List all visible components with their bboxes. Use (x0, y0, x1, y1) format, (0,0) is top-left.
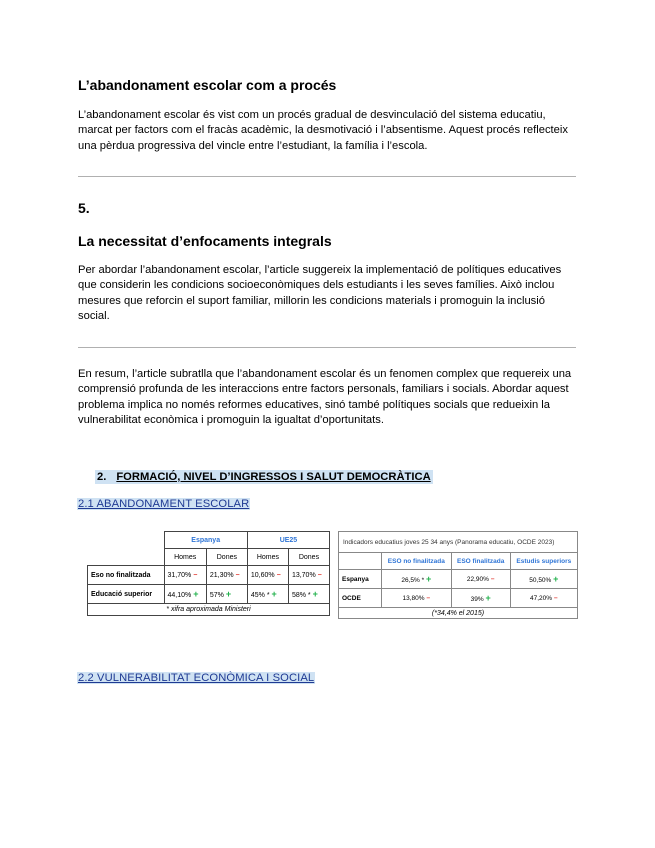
table-row-label: Espanya (339, 570, 382, 589)
table-cell: 21,30% − (206, 566, 247, 585)
table-cell: 58% * + (288, 585, 329, 604)
table-cell: 39% + (451, 589, 510, 608)
plus-icon: + (553, 574, 559, 584)
table-group-header: Espanya (164, 532, 247, 549)
minus-icon: − (553, 594, 558, 602)
plus-icon: + (225, 589, 232, 599)
table-cell: 31,70% − (164, 566, 206, 585)
table-row-label: Educació superior (88, 585, 165, 604)
table-cell: 13,70% − (288, 566, 329, 585)
table-cell: 10,60% − (247, 566, 288, 585)
table-subheader: Dones (288, 549, 329, 566)
section-heading: La necessitat d’enfocaments integrals (78, 233, 332, 249)
plus-icon: + (271, 589, 277, 599)
table-cell: 13,80% − (382, 589, 452, 608)
table-cell: 45% * + (247, 585, 288, 604)
section-number: 5. (78, 200, 90, 216)
plus-icon: + (193, 589, 199, 599)
section-paragraph: Per abordar l’abandonament escolar, l’article suggereix la implementació de polítiques educatives que considerin les condicions socioeconòmiques dels estudiants i les seves famílies. Això inclou mesures que reforcin el suport familiar, millorin les condicions materials i promoguin la inclusió social. (78, 264, 562, 323)
minus-icon: − (426, 594, 431, 602)
table-cell: 22,90% − (451, 570, 510, 589)
table-footnote: * xifra aproximada Ministeri (88, 604, 330, 616)
chapter-heading (95, 470, 433, 484)
subsection-heading: 2.1 ABANDONAMENT ESCOLAR (78, 498, 250, 510)
table-group-header: UE25 (247, 532, 329, 549)
plus-icon: + (312, 589, 318, 599)
plus-icon: + (485, 593, 491, 603)
minus-icon: − (193, 571, 198, 579)
table-title: Indicadors educatius joves 25 34 anys (Panorama educatiu, OCDE 2023) (339, 532, 578, 553)
divider (78, 176, 576, 177)
table-cell: 50,50% + (510, 570, 577, 589)
minus-icon: − (276, 571, 281, 579)
subsection-heading: 2.2 VULNERABILITAT ECONÒMICA I SOCIAL (78, 672, 315, 684)
minus-icon: − (317, 571, 322, 579)
table-row-label: OCDE (339, 589, 382, 608)
table-cell: 57% + (206, 585, 247, 604)
table-cell: 26,5% * + (382, 570, 452, 589)
table-footnote: (*34,4% el 2015) (339, 608, 578, 619)
oecd-indicators-table (338, 531, 578, 619)
chapter-title: FORMACIÓ, NIVEL D’INGRESSOS I SALUT DEMOCRÀTICA (116, 471, 431, 483)
table-header: ESO finalitzada (451, 553, 510, 570)
table-cell: 47,20% − (510, 589, 577, 608)
minus-icon: − (235, 571, 240, 579)
table-header: Estudis superiors (510, 553, 577, 570)
table-cell: 44,10% + (164, 585, 206, 604)
section-paragraph: L’abandonament escolar és vist com un procés gradual de desvinculació del sistema educatiu, marcat per factors com el fracàs acadèmic, la desmotivació i l’absentisme. Aquest procés reflecteix una pèrdua progressiva del vincle entre l’estudiant, la família i l’escola. (78, 109, 568, 152)
table-row-label: Eso no finalitzada (88, 566, 165, 585)
table-subheader: Homes (164, 549, 206, 566)
plus-icon: + (425, 574, 432, 584)
dropout-table-spain-eu (87, 531, 330, 616)
chapter-number: 2. (97, 471, 107, 483)
minus-icon: − (490, 575, 495, 583)
table-header: ESO no finalitzada (382, 553, 452, 570)
table-subheader: Dones (206, 549, 247, 566)
summary-paragraph: En resum, l’article subratlla que l’abandonament escolar és un fenomen complex que requereix una comprensió profunda de les interaccions entre factors personals, familiars i socials. Abordar aquest problema implica no només reformes educatives, sinó també polítiques socials que redueixin la vulnerabilitat econòmica i promoguin la igualtat d’oportunitats. (78, 368, 572, 427)
table-subheader: Homes (247, 549, 288, 566)
divider (78, 347, 576, 348)
section-heading: L’abandonament escolar com a procés (78, 77, 337, 93)
